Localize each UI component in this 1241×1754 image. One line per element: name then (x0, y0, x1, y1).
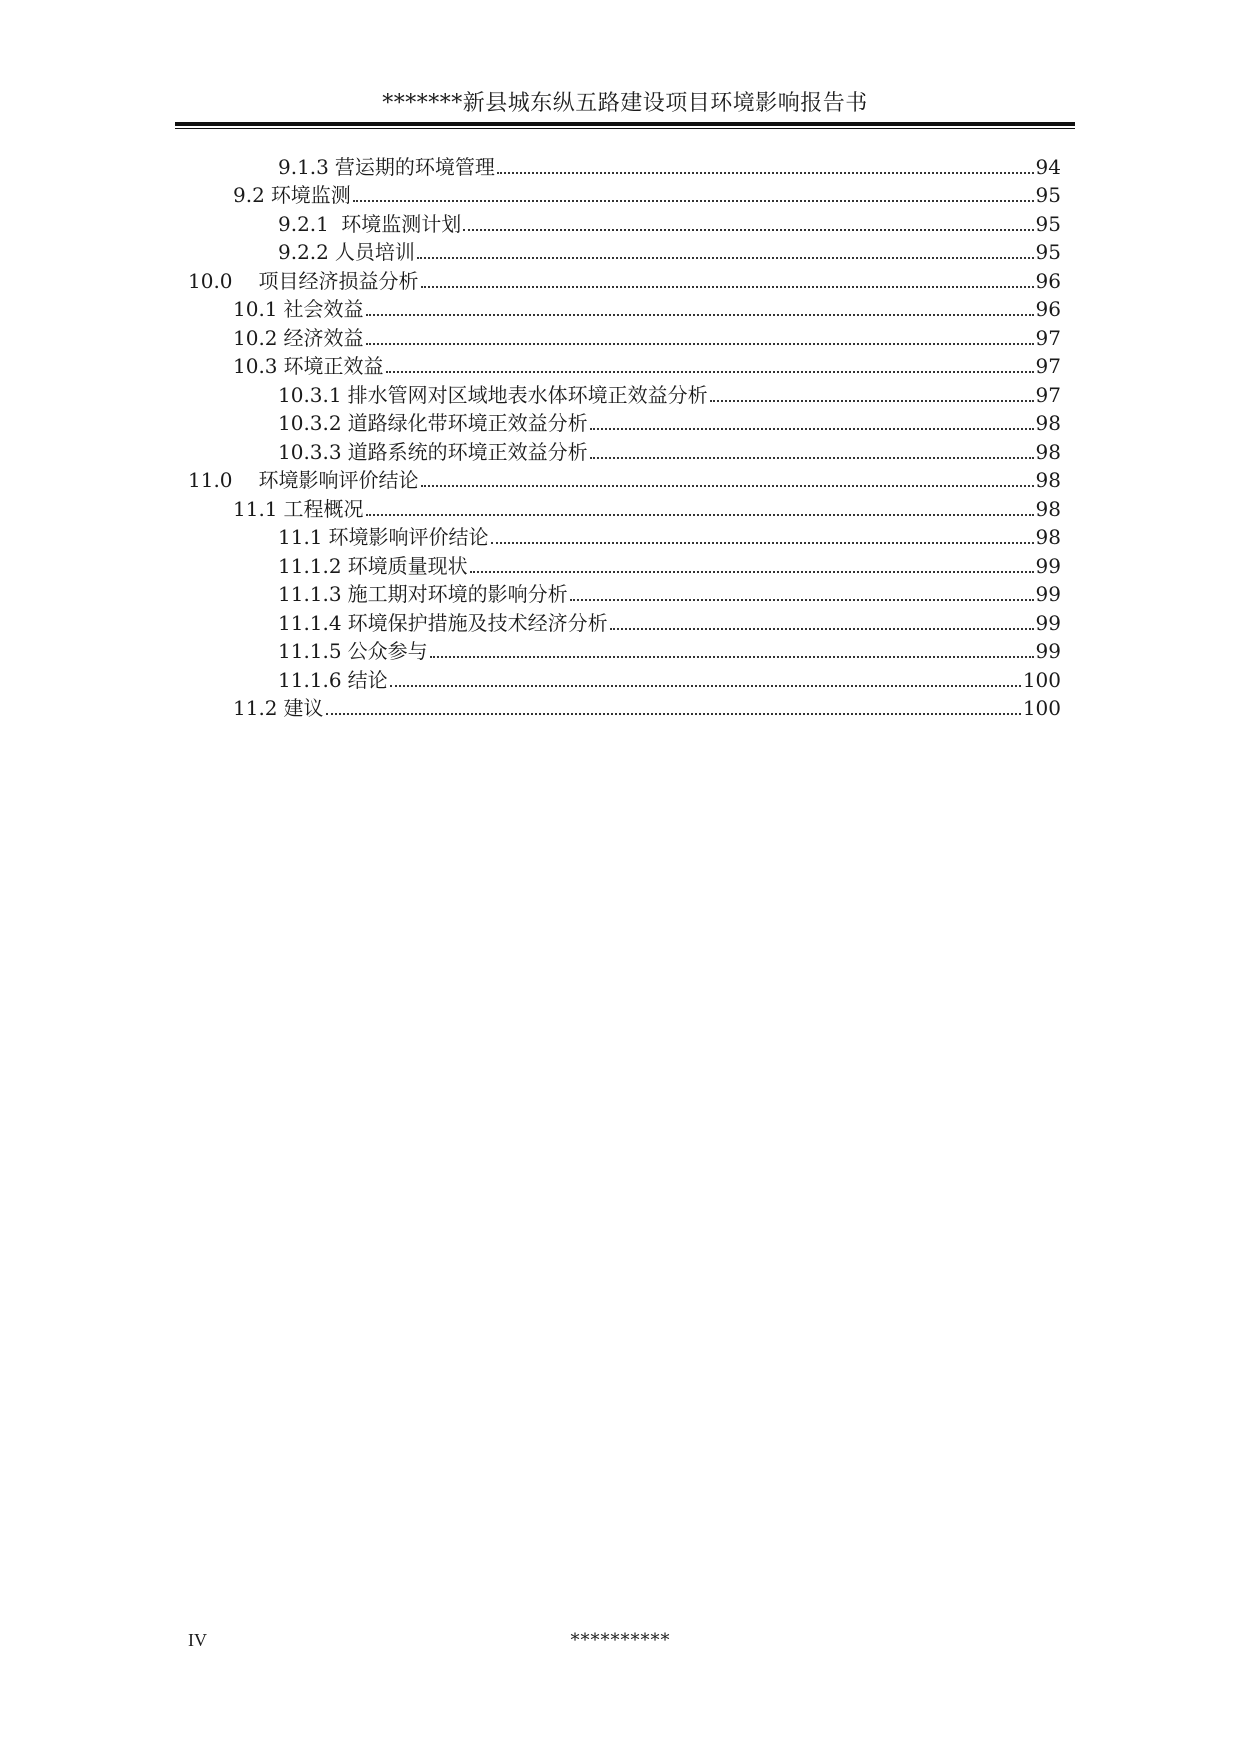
toc-entry[interactable] (0, 150, 1241, 179)
toc-entry[interactable] (0, 378, 1241, 407)
toc-entry-number: 11.1.5 (278, 639, 342, 663)
toc-entry-number: 11.1 (278, 525, 323, 549)
toc-entry-title: 项目经济损益分析 (258, 268, 419, 293)
toc-entry[interactable] (0, 663, 1241, 692)
toc-entry-page: 94 (1035, 154, 1061, 179)
toc-entry-number: 11.1.3 (278, 582, 342, 606)
toc-entry[interactable] (0, 435, 1241, 464)
toc-entry[interactable] (0, 350, 1241, 379)
toc-entry-page: 96 (1035, 268, 1061, 293)
toc-dot-leader (710, 400, 1034, 402)
toc-entry-page: 100 (1022, 667, 1061, 692)
toc-entry-number: 11.2 (233, 696, 278, 720)
toc-entry[interactable] (0, 692, 1241, 721)
toc-entry-number: 10.3 (233, 354, 278, 378)
toc-dot-leader (590, 457, 1034, 459)
toc-entry[interactable] (0, 236, 1241, 265)
toc-entry[interactable] (0, 492, 1241, 521)
footer-page-number: IV (188, 1630, 207, 1650)
toc-entry-number: 10.3.3 (278, 439, 342, 464)
toc-entry-title: 排水管网对区域地表水体环境正效益分析 (347, 382, 708, 407)
toc-entry-number: 10.1 (233, 297, 278, 321)
toc-entry-page: 98 (1035, 439, 1061, 464)
toc-entry-page: 97 (1035, 325, 1061, 350)
toc-entry-title: 环境影响评价结论 (328, 525, 489, 549)
toc-entry-title: 施工期对环境的影响分析 (347, 582, 568, 606)
toc-entry-number: 9.2.2 (278, 240, 329, 264)
running-header-title: *******新县城东纵五路建设项目环境影响报告书 (382, 91, 868, 116)
toc-entry-page: 97 (1035, 382, 1061, 407)
toc-entry-title: 道路绿化带环境正效益分析 (347, 411, 588, 435)
toc-entry-page: 95 (1035, 240, 1061, 264)
toc-entry[interactable] (0, 179, 1241, 208)
toc-dot-leader (590, 428, 1034, 430)
toc-dot-leader (386, 371, 1034, 373)
toc-dot-leader (326, 713, 1021, 715)
toc-entry[interactable] (0, 407, 1241, 436)
toc-dot-leader (463, 229, 1033, 231)
toc-dot-leader (430, 656, 1034, 658)
toc-entry-title: 经济效益 (283, 325, 364, 350)
toc-entry-title: 建议 (283, 696, 324, 720)
toc-entry-page: 98 (1035, 411, 1061, 435)
toc-entry-title: 道路系统的环境正效益分析 (347, 439, 588, 464)
toc-dot-leader (366, 343, 1034, 345)
toc-entry-number: 9.1.3 (278, 154, 329, 179)
toc-entry[interactable] (0, 606, 1241, 635)
table-of-contents (0, 150, 1241, 720)
toc-dot-leader (390, 685, 1021, 687)
toc-entry-page: 99 (1035, 582, 1061, 606)
toc-entry-page: 99 (1035, 610, 1061, 635)
toc-entry-title: 结论 (347, 667, 388, 692)
toc-entry-number: 10.3.1 (278, 382, 342, 407)
toc-dot-leader (497, 172, 1034, 174)
toc-entry[interactable] (0, 578, 1241, 607)
toc-dot-leader (366, 514, 1034, 516)
header-rule-thick (175, 122, 1075, 126)
toc-entry-number: 10.2 (233, 325, 278, 350)
toc-entry-number: 9.2.1 (278, 211, 336, 236)
toc-entry-page: 96 (1035, 297, 1061, 321)
toc-entry[interactable] (0, 635, 1241, 664)
toc-entry-number: 11.1 (233, 496, 278, 521)
toc-entry-title: 工程概况 (283, 496, 364, 521)
toc-dot-leader (470, 571, 1034, 573)
footer-center-text: ********** (570, 1630, 671, 1651)
toc-entry-number: 11.1.6 (278, 667, 342, 692)
toc-entry-title: 人员培训 (334, 240, 415, 264)
header-rule-thin (175, 128, 1075, 129)
toc-entry-title: 环境监测计划 (341, 211, 462, 236)
toc-entry-title: 社会效益 (283, 297, 364, 321)
toc-entry-title: 营运期的环境管理 (334, 154, 495, 179)
toc-entry[interactable] (0, 264, 1241, 293)
toc-dot-leader (366, 314, 1034, 316)
toc-dot-leader (421, 485, 1034, 487)
toc-entry-page: 99 (1035, 553, 1061, 578)
toc-dot-leader (610, 628, 1034, 630)
toc-entry-page: 98 (1035, 496, 1061, 521)
toc-entry-title: 环境监测 (270, 183, 351, 207)
toc-entry-page: 98 (1035, 468, 1061, 492)
toc-entry[interactable] (0, 521, 1241, 550)
toc-dot-leader (353, 200, 1034, 202)
toc-entry-page: 99 (1035, 639, 1061, 663)
toc-entry-title: 公众参与 (347, 639, 428, 663)
toc-entry-title: 环境正效益 (283, 354, 384, 378)
toc-entry-page: 100 (1022, 696, 1061, 720)
toc-entry-page: 95 (1035, 211, 1061, 236)
toc-entry[interactable] (0, 207, 1241, 236)
toc-entry[interactable] (0, 293, 1241, 322)
toc-entry-number: 11.1.2 (278, 553, 342, 578)
toc-entry[interactable] (0, 321, 1241, 350)
toc-entry-number: 10.0 (188, 268, 233, 293)
toc-entry-title: 环境质量现状 (347, 553, 468, 578)
toc-entry-page: 95 (1035, 183, 1061, 207)
toc-entry[interactable] (0, 464, 1241, 493)
toc-dot-leader (417, 257, 1034, 259)
toc-entry-number: 9.2 (233, 183, 265, 207)
toc-entry-title: 环境保护措施及技术经济分析 (347, 610, 608, 635)
toc-entry-number: 11.1.4 (278, 610, 342, 635)
toc-entry-title: 环境影响评价结论 (258, 468, 419, 492)
toc-dot-leader (491, 542, 1034, 544)
toc-entry-page: 98 (1035, 525, 1061, 549)
toc-entry-number: 11.0 (188, 468, 233, 492)
toc-dot-leader (570, 599, 1034, 601)
toc-entry-number: 10.3.2 (278, 411, 342, 435)
toc-entry[interactable] (0, 549, 1241, 578)
toc-entry-page: 97 (1035, 354, 1061, 378)
toc-dot-leader (421, 286, 1034, 288)
